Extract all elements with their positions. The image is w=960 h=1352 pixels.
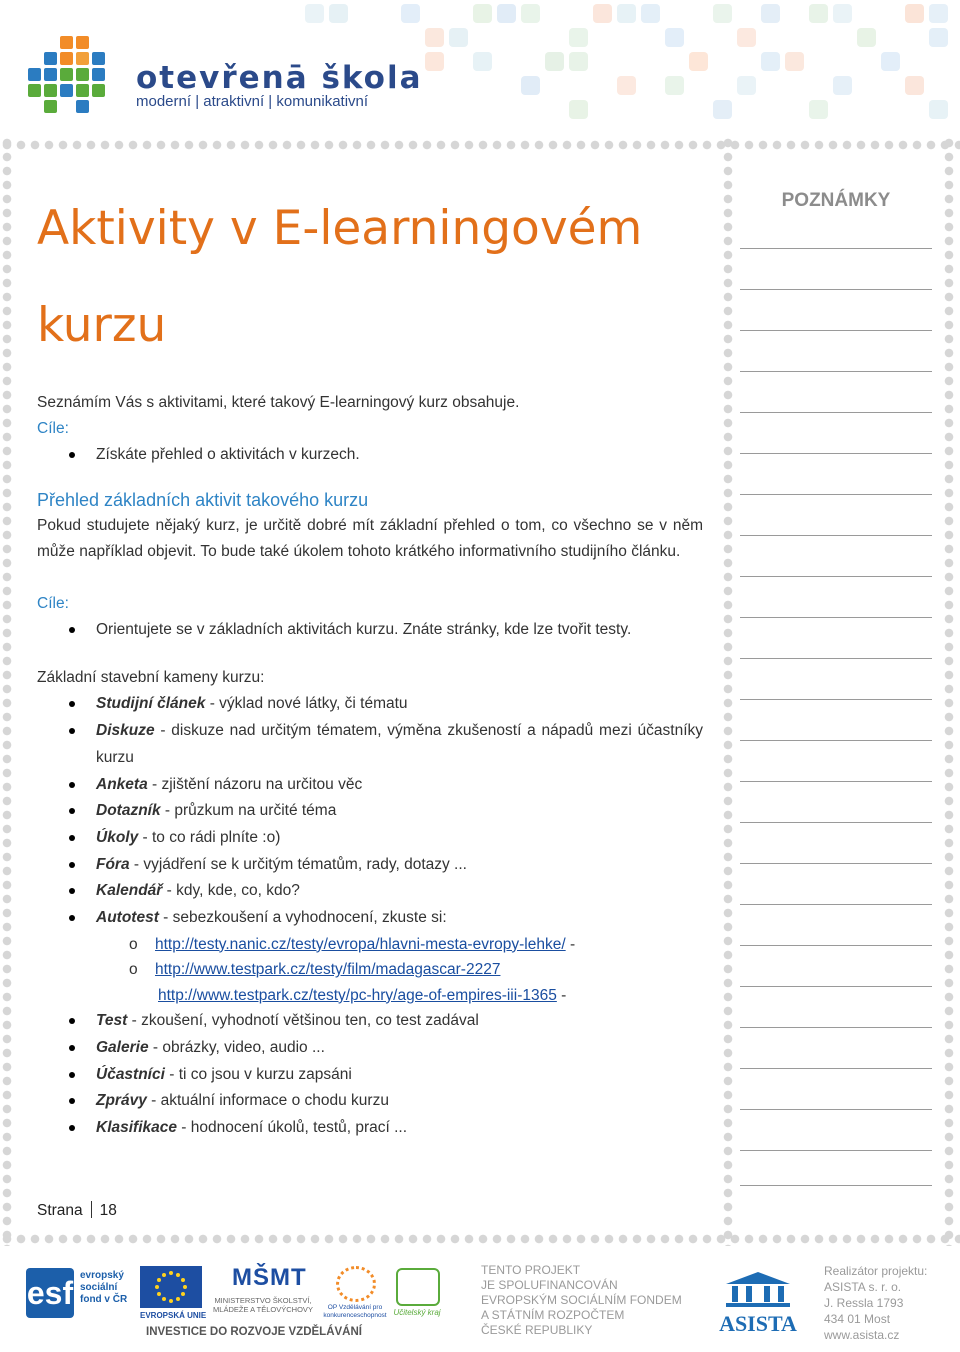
intro-text: Seznámím Vás s aktivitami, které takový E-learningový kurz obsahuje. [37,394,520,411]
note-line[interactable] [740,576,932,577]
note-line[interactable] [740,330,932,331]
msmt-mark-icon: MŠMT [232,1264,307,1291]
page-title-line2: kurzu [37,298,167,353]
footer [0,1258,960,1352]
sub-bullet: o [129,935,138,953]
esf-logo: esf evropský sociální fond v ČR [26,1266,136,1322]
list-item: Kalendář - kdy, kde, co, kdo? [37,878,703,905]
list-item: Galerie - obrázky, video, audio ... [37,1035,703,1062]
note-line[interactable] [740,617,932,618]
page-number: Strana 18 [37,1202,117,1219]
goals-label-2: Cíle: [37,594,69,612]
list-item: Dotazník - průzkum na určité téma [37,798,703,825]
note-line[interactable] [740,945,932,946]
note-line[interactable] [740,412,932,413]
frame-left [0,136,14,1246]
autotest-link-3[interactable]: http://www.testpark.cz/testy/pc-hry/age-of-empires-iii-1365 [158,986,557,1004]
list-item: Fóra - vyjádření se k určitým tématům, rady, dotazy ... [37,852,703,879]
invest-slogan: INVESTICE DO ROZVOJE VZDĚLÁVÁNÍ [146,1326,362,1338]
ucitelsky-logo: Učitelský kraj [392,1268,442,1324]
note-line[interactable] [740,822,932,823]
ucitelsky-mark-icon [396,1268,440,1306]
eu-flag-icon [140,1266,202,1308]
autotest-link-2[interactable]: http://www.testpark.cz/testy/film/madagascar-2227 [155,961,501,979]
note-line[interactable] [740,453,932,454]
note-line[interactable] [740,289,932,290]
sub-list-item [37,957,703,983]
autotest-links [37,932,703,1009]
page-title-line1: Aktivity v E-learningovém [37,201,643,256]
note-line[interactable] [740,699,932,700]
note-line[interactable] [740,781,932,782]
brand-name: otevřenā škola [136,60,423,96]
frame-right [942,136,956,1246]
asista-logo: ASISTA [716,1270,800,1330]
note-line[interactable] [740,1185,932,1186]
list-item: Test - zkoušení, vyhodnotí většinou ten, co test zadával [37,1008,703,1035]
list-item: Klasifikace - hodnocení úkolů, testů, prací ... [37,1115,703,1142]
brand-logo [28,36,423,116]
goals-list-1 [37,442,703,469]
goals-list-2 [37,617,703,644]
op-mark-icon [336,1266,376,1302]
list-item: Zprávy - aktuální informace o chodu kurzu [37,1088,703,1115]
frame-bottom [0,1232,960,1246]
section-text: Pokud studujete nějaký kurz, je určitě dobré mít základní přehled o tom, co všechno se v něm může například objevit. To bude také úkolem tohoto krátkého informativního studijního článku. [37,516,703,560]
notes-title: POZNÁMKY [781,190,891,211]
list-item: Anketa - zjištění názoru na určitou věc [37,772,703,799]
list-item: Autotest - sebezkoušení a vyhodnocení, zkuste si: [37,905,703,932]
autotest-link-1[interactable]: http://testy.nanic.cz/testy/evropa/hlavni-mesta-evropy-lehke/ [155,935,566,953]
note-line[interactable] [740,1150,932,1151]
list-item: Studijní článek - výklad nové látky, či tématu [37,691,703,718]
note-line[interactable] [740,1109,932,1110]
blocks-intro: Základní stavební kameny kurzu: [37,669,265,687]
section-heading: Přehled základních aktivit takového kurzu [37,489,369,510]
op-logo: OP Vzdělávání pro konkurenceschopnost [322,1266,388,1322]
brand-mark-icon [28,36,120,112]
eu-logo: EVROPSKÁ UNIE [140,1266,202,1324]
blocks-list-continued [37,1008,703,1142]
note-line[interactable] [740,494,932,495]
list-item: Účastníci - ti co jsou v kurzu zapsáni [37,1062,703,1089]
note-line[interactable] [740,1068,932,1069]
note-line[interactable] [740,535,932,536]
project-funding: TENTO PROJEKT JE SPOLUFINANCOVÁN EVROPSKÝM SOCIÁLNÍM FONDEM A STÁTNÍM ROZPOČTEM ČESKÉ REPUBLIKY [481,1263,682,1337]
page-title [37,180,703,374]
note-line[interactable] [740,986,932,987]
frame-divider [721,136,735,1246]
blocks-list [37,691,703,931]
page-number-separator [91,1201,92,1218]
asista-building-icon [716,1270,800,1308]
note-line[interactable] [740,863,932,864]
goal-item: Získáte přehled o aktivitách v kurzech. [37,442,703,469]
list-item: Úkoly - to co rádi plníte :o) [37,825,703,852]
goals-label-1: Cíle: [37,420,69,437]
note-line[interactable] [740,1027,932,1028]
list-item: Diskuze - diskuze nad určitým tématem, výměna zkušeností a nápadů mezi účastníky kurzu [37,718,703,771]
realizer-info: Realizátor projektu: ASISTA s. r. o. J. Ressla 1793 434 01 Most www.asista.cz [824,1264,928,1342]
sub-bullet: o [129,961,138,979]
goal-item: Orientujete se v základních aktivitách kurzu. Znáte stránky, kde lze tvořit testy. [37,617,703,644]
article [37,180,703,1142]
sub-list-item: http://www.testpark.cz/testy/pc-hry/age-of-empires-iii-1365 - [158,986,567,1004]
note-line[interactable] [740,740,932,741]
note-line[interactable] [740,904,932,905]
msmt-logo: MŠMT MINISTERSTVO ŠKOLSTVÍ, MLÁDEŽE A TĚLOVÝCHOVY [213,1264,313,1314]
brand-tagline: moderní | atraktivní | komunikativní [136,93,369,110]
note-line[interactable] [740,371,932,372]
note-line[interactable] [740,248,932,249]
note-line[interactable] [740,658,932,659]
sub-list-item: o http://testy.nanic.cz/testy/evropa/hlavni-mesta-evropy-lehke/ - [37,932,703,958]
frame-top [0,138,960,152]
